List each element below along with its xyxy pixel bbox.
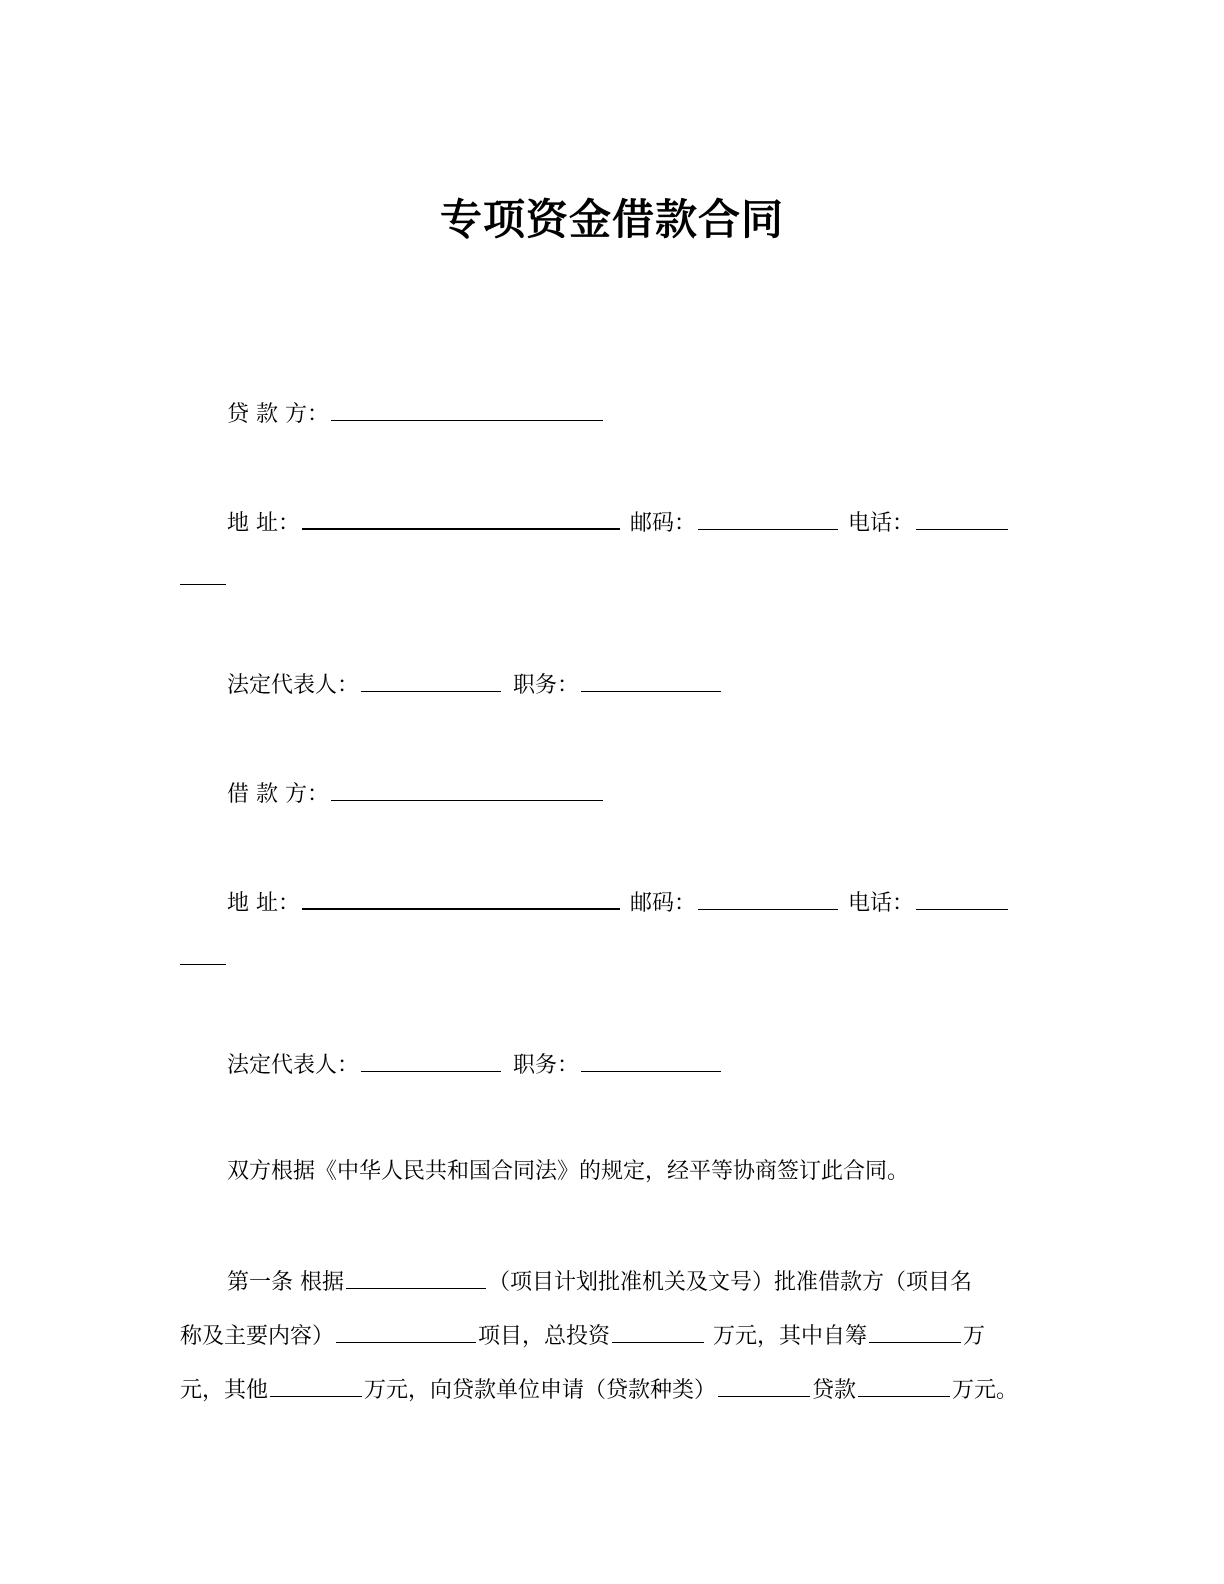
borrower-postcode-blank[interactable]: [698, 887, 838, 910]
self-raised-blank[interactable]: [869, 1320, 961, 1343]
borrower-position-blank[interactable]: [581, 1049, 721, 1072]
article1-text3: 项目，总投资: [478, 1324, 611, 1349]
borrower-address-blank[interactable]: [302, 886, 620, 910]
borrower-label: 借 款 方：: [227, 782, 329, 807]
borrower-postcode-label: 邮码：: [630, 891, 697, 916]
article1-line3: [180, 1374, 1018, 1406]
article1-line1: [227, 1266, 972, 1298]
lender-address-line: [227, 506, 1010, 539]
lender-postcode-label: 邮码：: [630, 511, 697, 536]
lender-rep-line: [227, 669, 723, 701]
document-title: 专项资金借款合同: [439, 195, 784, 244]
article1-text4: 万元，其中自筹: [706, 1324, 868, 1349]
article1-text1: （项目计划批准机关及文号）批准借款方（项目名: [488, 1270, 973, 1295]
approval-authority-blank[interactable]: [346, 1266, 486, 1289]
lender-phone-blank-continued[interactable]: [180, 562, 226, 585]
total-investment-blank[interactable]: [612, 1320, 704, 1343]
article1-text9: 万元。: [952, 1378, 1019, 1403]
lender-position-blank[interactable]: [581, 669, 721, 692]
intro-paragraph: 双方根据《中华人民共和国合同法》的规定，经平等协商签订此合同。: [227, 1159, 910, 1184]
borrower-rep-line: [227, 1049, 723, 1081]
borrower-rep-label: 法定代表人：: [227, 1053, 360, 1078]
lender-position-label: 职务：: [513, 673, 580, 698]
borrower-name-blank[interactable]: [331, 778, 603, 801]
lender-address-label: 地 址：: [227, 511, 300, 536]
lender-rep-label: 法定代表人：: [227, 673, 360, 698]
loan-type-blank[interactable]: [718, 1374, 810, 1397]
borrower-phone-blank-continued[interactable]: [180, 942, 226, 965]
borrower-line: [227, 778, 605, 810]
article1-text5: 万: [963, 1324, 986, 1349]
lender-label: 贷 款 方：: [227, 402, 329, 427]
borrower-rep-blank[interactable]: [361, 1049, 501, 1072]
article1-text7: 万元，向贷款单位申请（贷款种类）: [364, 1378, 717, 1403]
article1-text2: 称及主要内容）: [180, 1324, 335, 1349]
borrower-address-line: [227, 886, 1010, 919]
article1-text8: 贷款: [812, 1378, 857, 1403]
borrower-address-label: 地 址：: [227, 891, 300, 916]
lender-phone-label: 电话：: [848, 511, 915, 536]
lender-name-blank[interactable]: [331, 398, 603, 421]
lender-phone-blank[interactable]: [916, 507, 1008, 530]
borrower-position-label: 职务：: [513, 1053, 580, 1078]
loan-amount-blank[interactable]: [858, 1374, 950, 1397]
lender-line: [227, 398, 605, 430]
borrower-phone-label: 电话：: [848, 891, 915, 916]
project-name-blank[interactable]: [336, 1320, 476, 1343]
lender-postcode-blank[interactable]: [698, 507, 838, 530]
article1-text6: 元，其他: [180, 1378, 269, 1403]
article1-line2: [180, 1320, 985, 1352]
article1-prefix: 第一条 根据: [227, 1270, 344, 1295]
lender-rep-blank[interactable]: [361, 669, 501, 692]
lender-address-blank[interactable]: [302, 506, 620, 530]
borrower-phone-blank[interactable]: [916, 887, 1008, 910]
other-funds-blank[interactable]: [270, 1374, 362, 1397]
